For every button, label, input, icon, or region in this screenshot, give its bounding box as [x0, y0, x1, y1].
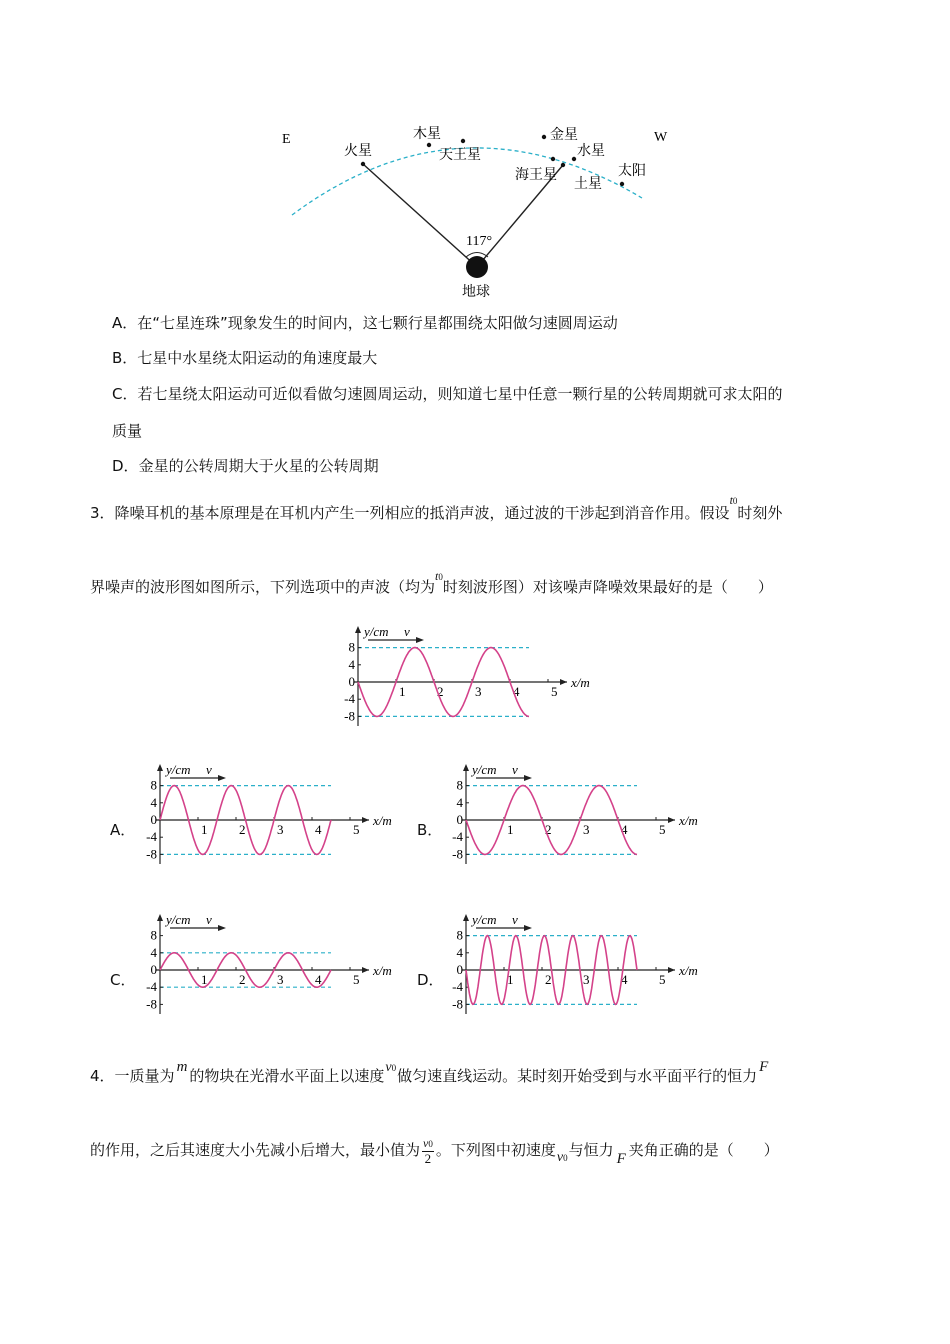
y-tick-label: -4 — [146, 979, 157, 995]
y-tick-label: 8 — [456, 777, 463, 793]
x-tick-label: 5 — [353, 972, 360, 987]
y-tick-label: 4 — [456, 944, 463, 960]
option-text: 七星中水星绕太阳运动的角速度最大 — [137, 349, 378, 367]
y-axis-label: y/cm — [166, 912, 191, 927]
q4-line1: 4．一质量为 m 的物块在光滑水平面上以速度v0做匀速直线运动。某时刻开始受到与水平面平行的恒力 F — [90, 1059, 769, 1085]
planet-label-jupiter: 木星 — [413, 127, 441, 142]
q3-line1: 3．降噪耳机的基本原理是在耳机内产生一列相应的抵消声波，通过波的干涉起到消音作用。假设$^{t0}$时刻外 — [90, 493, 783, 522]
x-axis-arrow-icon — [668, 817, 675, 823]
t0-symbol: t0 — [435, 569, 443, 583]
q2-option-c-cont: 质量 — [112, 422, 143, 440]
force-symbol: F — [616, 1151, 626, 1167]
option-text: 在“七星连珠”现象发生的时间内，这七颗行星都围绕太阳做匀速圆周运动 — [137, 314, 618, 332]
y-tick-label: -8 — [146, 846, 157, 862]
x-axis-label: x/m — [373, 963, 392, 978]
y-tick-label: 8 — [348, 639, 355, 655]
y-tick-label: 4 — [456, 794, 463, 810]
y-tick-label: 8 — [150, 927, 157, 943]
velocity-arrow-icon — [524, 775, 532, 781]
q2-option-b — [112, 348, 377, 368]
planet-label-sun: 太阳 — [618, 164, 646, 179]
y-tick-label: 0 — [456, 962, 463, 977]
option-text: 金星的公转周期大于火星的公转周期 — [138, 457, 379, 475]
question-number: 3． — [90, 504, 115, 522]
x-tick-label: 3 — [583, 822, 590, 837]
x-axis-label: x/m — [373, 813, 392, 828]
y-axis-arrow-icon — [463, 914, 469, 921]
planet-label-venus: 金星 — [550, 128, 578, 143]
option-text: 若七星绕太阳运动可近似看做匀速圆周运动，则知道七星中任意一颗行星的公转周期就可求太阳的 — [137, 385, 783, 403]
y-tick-label: 0 — [150, 812, 157, 827]
y-axis-label: y/cm — [472, 912, 497, 927]
q3-option-a-letter: A． — [110, 821, 136, 839]
y-tick-label: -4 — [344, 691, 355, 707]
y-tick-label: -4 — [452, 829, 463, 845]
planet-label-mercury: 水星 — [577, 144, 605, 159]
y-axis-arrow-icon — [157, 764, 163, 771]
q3-option-d-letter: D． — [417, 971, 444, 989]
q3-option-c-letter: C． — [110, 971, 136, 989]
velocity-arrow-icon — [416, 637, 424, 643]
x-tick-label: 3 — [475, 684, 482, 699]
x-tick-label: 3 — [583, 972, 590, 987]
q4-line2: 的作用，之后其速度大小先减小后增大，最小值为 $\frac{v0}{2}$ 。下列图中初速度v0与恒力 F 夹角正确的是（ ） — [90, 1135, 779, 1167]
x-tick-label: 2 — [239, 972, 246, 987]
x-tick-label: 4 — [621, 972, 628, 987]
y-tick-label: 0 — [456, 812, 463, 827]
y-tick-label: -4 — [146, 829, 157, 845]
velocity-arrow-icon — [218, 775, 226, 781]
x-tick-label: 2 — [545, 972, 552, 987]
q2-option-a — [112, 313, 618, 333]
x-tick-label: 2 — [239, 822, 246, 837]
x-tick-label: 5 — [659, 972, 666, 987]
option-letter: A． — [112, 314, 138, 332]
y-tick-label: 8 — [150, 777, 157, 793]
x-tick-label: 3 — [277, 822, 284, 837]
x-tick-label: 1 — [399, 684, 406, 699]
y-tick-label: -8 — [452, 996, 463, 1012]
x-axis-label: x/m — [679, 963, 698, 978]
y-tick-label: 0 — [150, 962, 157, 977]
x-tick-label: 1 — [201, 822, 208, 837]
wave-graph-option-b — [438, 758, 728, 868]
x-tick-label: 2 — [545, 822, 552, 837]
option-letter: D． — [112, 457, 139, 475]
x-axis-label: x/m — [679, 813, 698, 828]
velocity-label: v — [512, 912, 518, 927]
earth-label: 地球 — [462, 285, 490, 300]
planet-diagram — [270, 115, 690, 305]
planet-label-neptune: 海王星 — [515, 168, 557, 183]
west-label: W — [654, 130, 668, 145]
x-tick-label: 5 — [551, 684, 558, 699]
velocity-label: v — [404, 624, 410, 639]
planet-label-saturn: 土星 — [574, 177, 602, 192]
y-axis-arrow-icon — [463, 764, 469, 771]
x-axis-arrow-icon — [668, 967, 675, 973]
question-number: 4． — [90, 1067, 115, 1085]
option-letter: C． — [112, 385, 138, 403]
x-tick-label: 4 — [513, 684, 520, 699]
x-tick-label: 5 — [353, 822, 360, 837]
x-axis-arrow-icon — [362, 817, 369, 823]
velocity-label: v — [206, 762, 212, 777]
y-tick-label: -8 — [146, 996, 157, 1012]
x-axis-arrow-icon — [560, 679, 567, 685]
y-axis-arrow-icon — [157, 914, 163, 921]
wave-graph-option-d — [438, 908, 728, 1018]
force-symbol: F — [759, 1059, 769, 1075]
q3-line2: 界噪声的波形图如图所示，下列选项中的声波（均为$^{t0}$时刻波形图）对该噪声降噪效果最好的是（ ） — [90, 569, 773, 596]
x-axis-label: x/m — [571, 675, 590, 690]
y-tick-label: 4 — [150, 944, 157, 960]
y-tick-label: 0 — [348, 674, 355, 689]
y-tick-label: 8 — [456, 927, 463, 943]
option-letter: B． — [112, 349, 138, 367]
x-tick-label: 1 — [507, 822, 514, 837]
planet-label-uranus: 天王星 — [439, 148, 481, 163]
v0-symbol: v0 — [385, 1060, 397, 1075]
q2-option-c — [112, 384, 783, 404]
x-tick-label: 1 — [507, 972, 514, 987]
velocity-arrow-icon — [218, 925, 226, 931]
x-tick-label: 4 — [315, 822, 322, 837]
y-tick-label: 4 — [150, 794, 157, 810]
x-tick-label: 3 — [277, 972, 284, 987]
mass-symbol: m — [176, 1059, 188, 1075]
t0-symbol: t0 — [729, 493, 738, 507]
velocity-label: v — [206, 912, 212, 927]
y-tick-label: -8 — [452, 846, 463, 862]
y-axis-label: y/cm — [472, 762, 497, 777]
q2-option-d — [112, 456, 379, 476]
east-label: E — [282, 132, 291, 147]
x-tick-label: 4 — [621, 822, 628, 837]
y-tick-label: -4 — [452, 979, 463, 995]
velocity-arrow-icon — [524, 925, 532, 931]
v0-symbol: v0 — [556, 1150, 568, 1165]
y-tick-label: -8 — [344, 708, 355, 724]
x-axis-arrow-icon — [362, 967, 369, 973]
x-tick-label: 5 — [659, 822, 666, 837]
fraction-v0-over-2: $\frac{v0}{2}$ — [423, 1135, 433, 1166]
earth-icon — [466, 256, 488, 278]
planet-label-mars: 火星 — [344, 144, 372, 159]
x-tick-label: 4 — [315, 972, 322, 987]
y-axis-label: y/cm — [364, 624, 389, 639]
x-tick-label: 1 — [201, 972, 208, 987]
angle-label: 117° — [466, 234, 493, 249]
q3-option-b-letter: B． — [417, 821, 443, 839]
wave-graph-option-c — [132, 908, 422, 1018]
x-tick-label: 2 — [437, 684, 444, 699]
velocity-label: v — [512, 762, 518, 777]
wave-graph-option-a — [132, 758, 422, 868]
sight-line-left — [363, 164, 477, 267]
y-tick-label: 4 — [348, 656, 355, 672]
y-axis-arrow-icon — [355, 626, 361, 633]
y-axis-label: y/cm — [166, 762, 191, 777]
wave-graph-main — [330, 620, 620, 730]
